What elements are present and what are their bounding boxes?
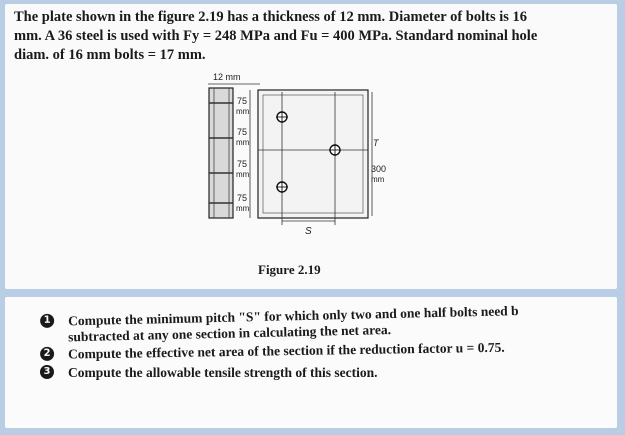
- figure-caption: Figure 2.19: [258, 262, 321, 277]
- task-number-1: 1: [40, 314, 54, 328]
- pitch-s-label: S: [305, 226, 312, 237]
- task-text-2: Compute the effective net area of the section if the reduction factor u = 0.75.: [67, 339, 505, 362]
- problem-line-1: The plate shown in the figure 2.19 has a thickness of 12 mm. Diameter of bolts is 16: [14, 9, 528, 25]
- problem-line-2: mm. A 36 steel is used with Fy = 248 MPa and Fu = 400 MPa. Standard nominal hole: [14, 28, 538, 44]
- pitch-unit-4: mm: [236, 204, 250, 213]
- task-list: [40, 303, 625, 381]
- width-dimension-unit: mm: [371, 175, 385, 184]
- problem-line-3: diam. of 16 mm bolts = 17 mm.: [14, 47, 206, 63]
- pitch-label-4: 75: [237, 193, 248, 203]
- task-text-1: Compute the minimum pitch "S" for which only two and one half bolts need b: [67, 303, 519, 329]
- task-item-3: [40, 365, 625, 381]
- task-text-1-continued: subtracted at any one section in calculating the net area.: [67, 322, 392, 345]
- pitch-label-3: 75: [237, 159, 248, 169]
- plate-plan-view: [258, 90, 368, 218]
- thickness-dimension: 12 mm: [213, 72, 241, 82]
- pitch-unit-2: mm: [236, 138, 250, 147]
- task-number-3: 3: [40, 365, 54, 379]
- pitch-label-2: 75: [237, 127, 248, 137]
- task-text-3: Compute the allowable tensile strength of this section.: [68, 365, 378, 380]
- pitch-label-1: 75: [237, 96, 248, 106]
- pitch-unit-1: mm: [236, 107, 250, 116]
- pitch-unit-3: mm: [236, 170, 250, 179]
- width-dimension-value: 300: [371, 164, 387, 174]
- load-label: T: [373, 138, 379, 148]
- task-number-2: 2: [40, 347, 54, 361]
